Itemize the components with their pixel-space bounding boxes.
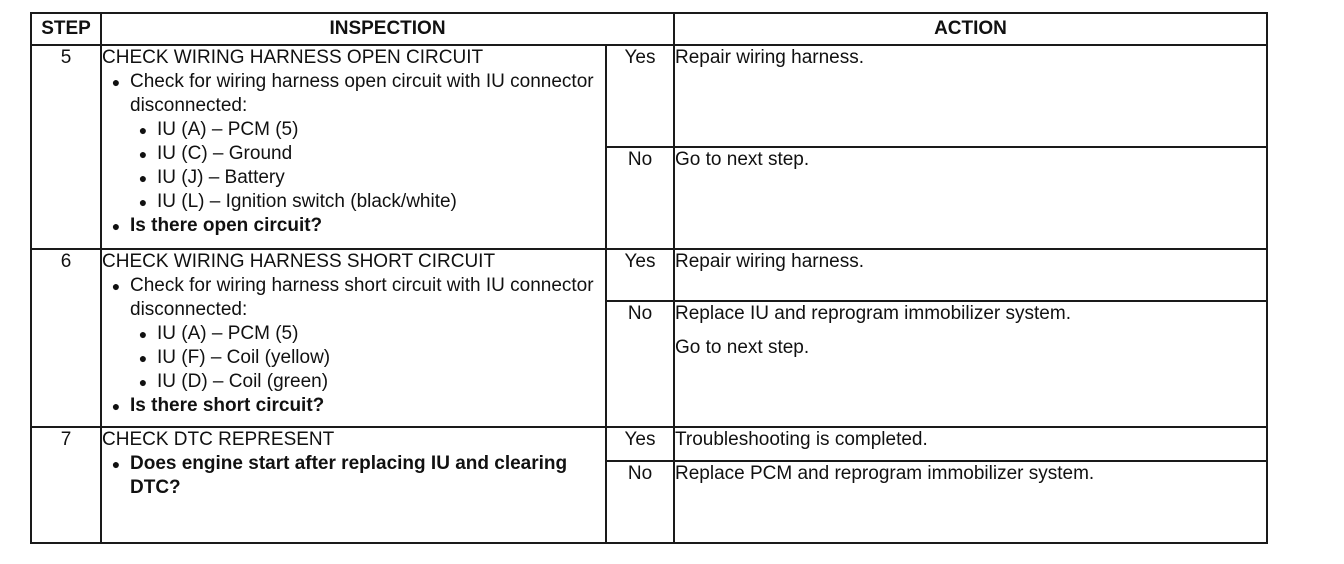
- bullet-icon: ●: [111, 398, 121, 414]
- bullet-icon: ●: [111, 74, 121, 90]
- header-action: ACTION: [674, 13, 1267, 45]
- action-no-line-2: Go to next step.: [675, 337, 810, 358]
- bullet-icon: ●: [138, 374, 148, 390]
- sub-bullet-item: [102, 166, 605, 190]
- bullet-icon: ●: [138, 194, 148, 210]
- subitem-text: IU (F) – Coil (yellow): [157, 347, 331, 368]
- inspection-title: CHECK DTC REPRESENT: [102, 429, 335, 450]
- bullet-icon: ●: [138, 326, 148, 342]
- step-5-inspection: [101, 45, 606, 249]
- action-yes: Troubleshooting is completed.: [674, 427, 1267, 461]
- sub-bullet-item: [102, 346, 605, 370]
- inspection-title: CHECK WIRING HARNESS SHORT CIRCUIT: [102, 251, 496, 272]
- bullet-icon: ●: [111, 278, 121, 294]
- bullet-icon: ●: [111, 456, 121, 472]
- step-6-yes-row: [31, 249, 1267, 301]
- bullet-icon: ●: [138, 170, 148, 186]
- step-7-yes-row: [31, 427, 1267, 461]
- step-5-yes-row: [31, 45, 1267, 147]
- bullet-item: [102, 274, 605, 322]
- subitem-text: IU (L) – Ignition switch (black/white): [157, 191, 457, 212]
- answer-yes: Yes: [606, 45, 674, 147]
- question-item: [102, 214, 605, 238]
- bullet-icon: ●: [138, 122, 148, 138]
- question-text: Does engine start after replacing IU and clearing DTC?: [130, 453, 568, 498]
- step-7-inspection: [101, 427, 606, 543]
- subitem-text: IU (C) – Ground: [157, 143, 293, 164]
- sub-bullet-item: [102, 142, 605, 166]
- subitem-text: IU (A) – PCM (5): [157, 119, 299, 140]
- bullet-icon: ●: [138, 350, 148, 366]
- question-item: [102, 394, 605, 418]
- answer-yes: Yes: [606, 249, 674, 301]
- header-step: STEP: [31, 13, 101, 45]
- step-6-inspection: [101, 249, 606, 427]
- troubleshooting-table: [30, 12, 1268, 544]
- step-number: 5: [31, 45, 101, 249]
- header-row: [31, 13, 1267, 45]
- inspection-title: CHECK WIRING HARNESS OPEN CIRCUIT: [102, 47, 484, 68]
- subitem-text: IU (D) – Coil (green): [157, 371, 329, 392]
- question-text: Is there open circuit?: [130, 215, 323, 236]
- subitem-text: IU (J) – Battery: [157, 167, 285, 188]
- sub-bullet-item: [102, 190, 605, 214]
- check-text: Check for wiring harness open circuit with IU connector disconnected:: [130, 71, 594, 116]
- step-number: 7: [31, 427, 101, 543]
- sub-bullet-item: [102, 118, 605, 142]
- action-no: [674, 301, 1267, 427]
- answer-no: No: [606, 461, 674, 543]
- header-inspection: INSPECTION: [101, 13, 674, 45]
- answer-yes: Yes: [606, 427, 674, 461]
- question-item: [102, 452, 605, 500]
- question-text: Is there short circuit?: [130, 395, 325, 416]
- subitem-text: IU (A) – PCM (5): [157, 323, 299, 344]
- bullet-icon: ●: [111, 218, 121, 234]
- answer-no: No: [606, 147, 674, 249]
- bullet-icon: ●: [138, 146, 148, 162]
- action-no: Replace PCM and reprogram immobilizer system.: [674, 461, 1267, 543]
- answer-no: No: [606, 301, 674, 427]
- bullet-item: [102, 70, 605, 118]
- action-yes: Repair wiring harness.: [674, 249, 1267, 301]
- action-no: Go to next step.: [674, 147, 1267, 249]
- action-yes: Repair wiring harness.: [674, 45, 1267, 147]
- check-text: Check for wiring harness short circuit with IU connector disconnected:: [130, 275, 594, 320]
- sub-bullet-item: [102, 322, 605, 346]
- sub-bullet-item: [102, 370, 605, 394]
- step-number: 6: [31, 249, 101, 427]
- action-no-line-1: Replace IU and reprogram immobilizer system.: [675, 303, 1071, 324]
